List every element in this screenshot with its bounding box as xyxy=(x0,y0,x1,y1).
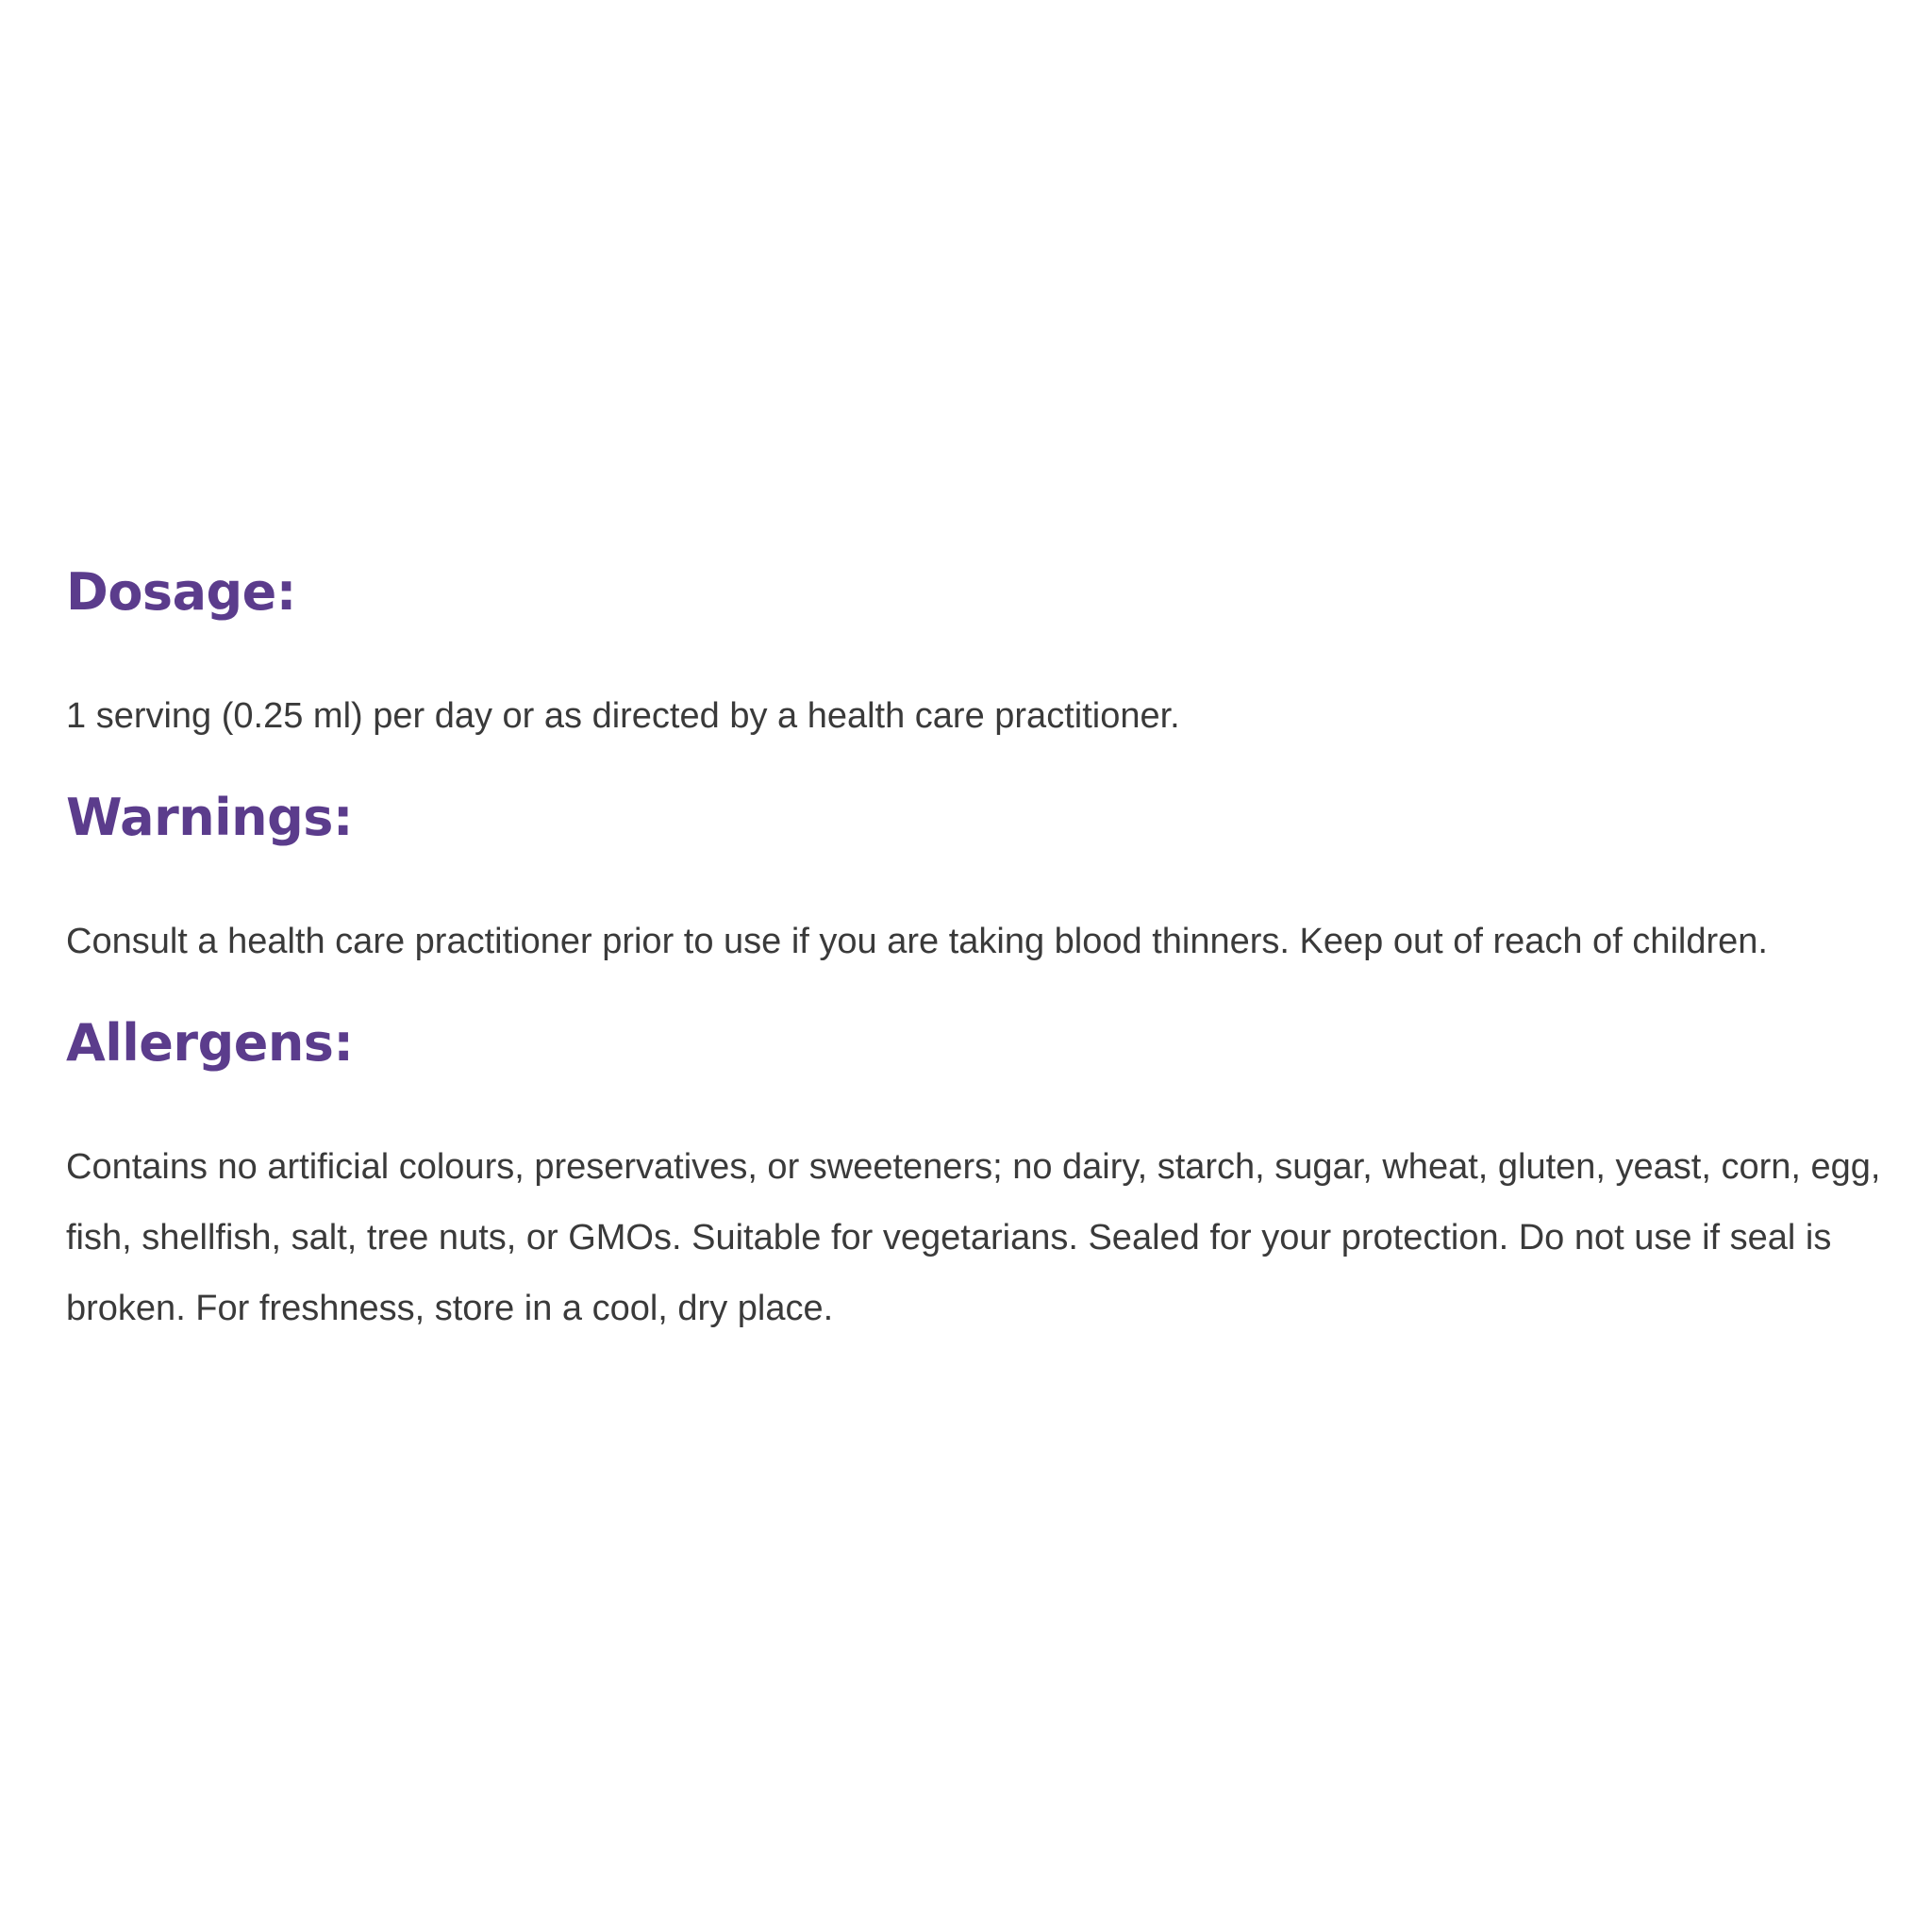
dosage-section xyxy=(66,555,1932,752)
allergens-text-line: Contains no artificial colours, preservatives, or sweeteners; no dairy, starch, sugar, wheat, gluten, yeast, corn, egg, xyxy=(66,1147,1881,1187)
allergens-heading: Allergens: xyxy=(66,1013,354,1073)
product-info-content xyxy=(66,555,1932,1344)
dosage-heading: Dosage: xyxy=(66,562,296,622)
dosage-text: 1 serving (0.25 ml) per day or as directed by a health care practitioner. xyxy=(66,696,1180,736)
warnings-text: Consult a health care practitioner prior to use if you are taking blood thinners. Keep out of reach of children. xyxy=(66,922,1768,961)
warnings-heading: Warnings: xyxy=(66,788,353,847)
allergens-section xyxy=(66,1006,1932,1344)
allergens-text-line: broken. For freshness, store in a cool, dry place. xyxy=(66,1289,834,1328)
allergens-text-line: fish, shellfish, salt, tree nuts, or GMOs. Suitable for vegetarians. Sealed for your protection. Do not use if seal is xyxy=(66,1218,1832,1257)
warnings-section xyxy=(66,780,1932,977)
